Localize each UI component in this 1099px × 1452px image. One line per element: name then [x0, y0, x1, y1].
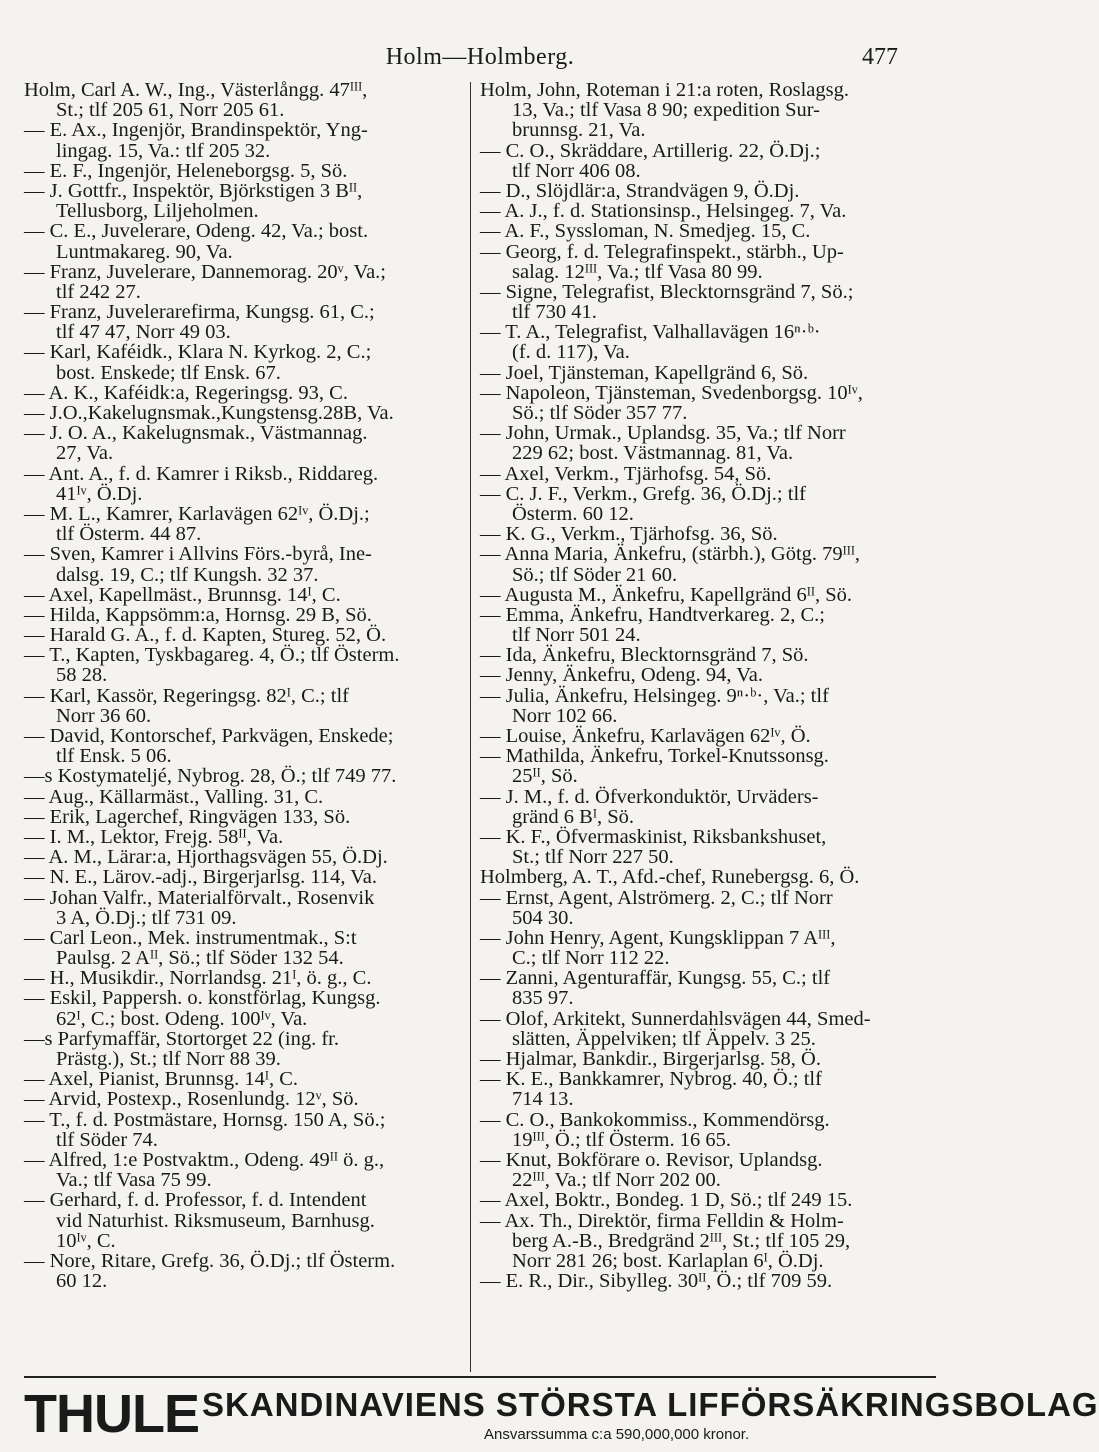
directory-entry-line: — Louise, Änkefru, Karlavägen 62ᴵᵛ, Ö. — [480, 725, 811, 747]
directory-continuation-line: tlf Norr 501 24. — [512, 624, 641, 647]
directory-entry-line: Holm, Carl A. W., Ing., Västerlångg. 47ᴵᴵᴵ, — [24, 79, 368, 101]
directory-continuation-line: tlf 730 41. — [512, 301, 597, 324]
directory-continuation-line: C.; tlf Norr 112 22. — [512, 947, 670, 970]
directory-continuation-line: St.; tlf 205 61, Norr 205 61. — [56, 99, 285, 122]
directory-continuation-line: brunnsg. 21, Va. — [512, 119, 646, 142]
directory-entry-line: — Axel, Kapellmäst., Brunnsg. 14ᴵ, C. — [24, 583, 341, 606]
directory-entry-line: — T. A., Telegrafist, Valhallavägen 16ⁿ·ᵇ· — [480, 321, 821, 344]
directory-continuation-line: St.; tlf Norr 227 50. — [512, 846, 674, 869]
directory-continuation-line: 13, Va.; tlf Vasa 8 90; expedition Sur- — [512, 99, 821, 122]
directory-continuation-line: Luntmakareg. 90, Va. — [56, 240, 233, 263]
directory-entry-line: — Karl, Kaféidk., Klara N. Kyrkog. 2, C.; — [24, 341, 372, 364]
directory-entry-line: — E. R., Dir., Sibylleg. 30ᴵᴵ, Ö.; tlf 709 59. — [480, 1270, 833, 1293]
directory-entry-line: — Axel, Pianist, Brunnsg. 14ᴵ, C. — [24, 1068, 299, 1091]
directory-entry-line: — T., Kapten, Tyskbagareg. 4, Ö.; tlf Österm. — [24, 644, 400, 667]
directory-continuation-line: tlf Söder 74. — [56, 1128, 158, 1151]
column-divider — [470, 82, 471, 1372]
directory-entry-line: — Sven, Kamrer i Allvins Förs.-byrå, Ine- — [24, 543, 372, 566]
directory-entry-line: — J. O. A., Kakelugnsmak., Västmannag. — [24, 422, 368, 445]
directory-continuation-line: 27, Va. — [56, 442, 114, 465]
directory-entry-line: — Georg, f. d. Telegrafinspekt., stärbh., Up- — [480, 240, 844, 263]
directory-entry-line: — Emma, Änkefru, Handtverkareg. 2, C.; — [480, 603, 825, 626]
directory-entry-line: — J. M., f. d. Öfverkonduktör, Urväders- — [480, 785, 819, 808]
directory-continuation-line: 25ᴵᴵ, Sö. — [512, 765, 578, 788]
directory-entry-line: — C. O., Bankokommiss., Kommendörsg. — [480, 1108, 830, 1131]
directory-entry-line: — Harald G. A., f. d. Kapten, Stureg. 52, Ö. — [24, 624, 387, 647]
directory-entry-line: — Carl Leon., Mek. instrumentmak., S:t — [24, 926, 357, 949]
directory-continuation-line: gränd 6 Bᴵ, Sö. — [512, 805, 634, 828]
directory-continuation-line: 10ᴵᵛ, C. — [56, 1229, 116, 1252]
directory-entry-line: — Ax. Th., Direktör, firma Felldin & Holm- — [480, 1209, 844, 1232]
directory-entry-line: — Joel, Tjänsteman, Kapellgränd 6, Sö. — [480, 361, 809, 384]
directory-continuation-line: 229 62; bost. Västmannag. 81, Va. — [512, 442, 794, 465]
directory-entry-line: — Arvid, Postexp., Rosenlundg. 12ᵛ, Sö. — [24, 1088, 359, 1111]
directory-continuation-line: vid Naturhist. Riksmuseum, Barnhusg. — [56, 1209, 375, 1232]
directory-continuation-line: Paulsg. 2 Aᴵᴵ, Sö.; tlf Söder 132 54. — [56, 947, 344, 970]
directory-continuation-line: 19ᴵᴵᴵ, Ö.; tlf Österm. 16 65. — [512, 1128, 731, 1151]
directory-continuation-line: Sö.; tlf Söder 21 60. — [512, 563, 678, 586]
directory-continuation-line: tlf Norr 406 08. — [512, 159, 641, 182]
thule-logo: THULE — [24, 1384, 199, 1444]
directory-entry-line: — Alfred, 1:e Postvaktm., Odeng. 49ᴵᴵ ö. g., — [24, 1148, 385, 1171]
directory-continuation-line: Va.; tlf Vasa 75 99. — [56, 1169, 212, 1192]
directory-entry-line: — T., f. d. Postmästare, Hornsg. 150 A, Sö.; — [24, 1108, 386, 1131]
directory-continuation-line: slätten, Äppelviken; tlf Äppelv. 3 25. — [512, 1027, 816, 1050]
directory-entry-line: — Aug., Källarmäst., Valling. 31, C. — [24, 785, 324, 808]
directory-entry-line: — A. K., Kaféidk:a, Regeringsg. 93, C. — [24, 381, 348, 404]
directory-entry-line: — Julia, Änkefru, Helsingeg. 9ⁿ·ᵇ·, Va.; tlf — [480, 684, 829, 707]
directory-entry-line: — Zanni, Agenturaffär, Kungsg. 55, C.; tlf — [480, 967, 831, 990]
advertisement — [24, 1384, 1099, 1444]
directory-entry-line: —s Kostymateljé, Nybrog. 28, Ö.; tlf 749 77. — [24, 765, 397, 788]
directory-continuation-line: 714 13. — [512, 1088, 574, 1111]
directory-continuation-line: bost. Enskede; tlf Ensk. 67. — [56, 361, 281, 384]
directory-entry-line: — John, Urmak., Uplandsg. 35, Va.; tlf Norr — [480, 422, 846, 445]
directory-entry-line: — Ida, Änkefru, Blecktornsgränd 7, Sö. — [480, 644, 809, 667]
directory-entry-line: — Augusta M., Änkefru, Kapellgränd 6ᴵᴵ, Sö. — [480, 583, 853, 606]
directory-entry-line: — D., Slöjdlär:a, Strandvägen 9, Ö.Dj. — [480, 179, 800, 202]
directory-entry-line: — John Henry, Agent, Kungsklippan 7 Aᴵᴵᴵ, — [480, 926, 836, 949]
directory-entry-line: — Signe, Telegrafist, Blecktornsgränd 7, Sö.; — [480, 280, 854, 303]
directory-continuation-line: Norr 102 66. — [512, 704, 618, 727]
directory-entry-line: — David, Kontorschef, Parkvägen, Enskede; — [24, 725, 394, 747]
directory-entry-line: — K. E., Bankkamrer, Nybrog. 40, Ö.; tlf — [480, 1068, 822, 1091]
directory-entry-line: — Gerhard, f. d. Professor, f. d. Intendent — [24, 1189, 367, 1212]
directory-entry-line: — Nore, Ritare, Grefg. 36, Ö.Dj.; tlf Österm. — [24, 1249, 396, 1272]
directory-entry-line: Holmberg, A. T., Afd.-chef, Runebergsg. 6, Ö. — [480, 866, 860, 889]
directory-entry-line: — H., Musikdir., Norrlandsg. 21ᴵ, ö. g., C. — [24, 967, 372, 990]
directory-continuation-line: salag. 12ᴵᴵᴵ, Va.; tlf Vasa 80 99. — [512, 260, 763, 283]
directory-continuation-line: dalsg. 19, C.; tlf Kungsh. 32 37. — [56, 563, 319, 586]
directory-entry-line: — E. F., Ingenjör, Heleneborgsg. 5, Sö. — [24, 159, 348, 182]
directory-continuation-line: Sö.; tlf Söder 357 77. — [512, 402, 688, 424]
directory-continuation-line: (f. d. 117), Va. — [512, 341, 630, 364]
directory-entry-line: — E. Ax., Ingenjör, Brandinspektör, Yng- — [24, 119, 368, 142]
left-column — [24, 80, 468, 1291]
directory-continuation-line: 62ᴵ, C.; bost. Odeng. 100ᴵᵛ, Va. — [56, 1007, 308, 1030]
directory-entry-line: — A. J., f. d. Stationsinsp., Helsingeg. 7, Va. — [480, 200, 847, 223]
directory-entry-line: — Napoleon, Tjänsteman, Svedenborgsg. 10ᴵᵛ, — [480, 381, 863, 404]
directory-entry-line: — C. O., Skräddare, Artillerig. 22, Ö.Dj.; — [480, 139, 821, 162]
directory-continuation-line: tlf 242 27. — [56, 280, 141, 303]
directory-continuation-line: berg A.-B., Bredgränd 2ᴵᴵᴵ, St.; tlf 105 29, — [512, 1229, 851, 1252]
directory-entry-line: Holm, John, Roteman i 21:a roten, Roslagsg. — [480, 79, 849, 101]
directory-entry-line: — A. M., Lärar:a, Hjorthagsvägen 55, Ö.Dj. — [24, 846, 388, 869]
directory-continuation-line: 3 A, Ö.Dj.; tlf 731 09. — [56, 906, 237, 929]
directory-continuation-line: Prästg.), St.; tlf Norr 88 39. — [56, 1048, 281, 1070]
directory-continuation-line: tlf 47 47, Norr 49 03. — [56, 321, 231, 344]
directory-continuation-line: lingag. 15, Va.: tlf 205 32. — [56, 139, 271, 162]
page-number: 477 — [862, 44, 898, 70]
directory-entry-line: — I. M., Lektor, Frejg. 58ᴵᴵ, Va. — [24, 825, 284, 848]
directory-entry-line: — Axel, Verkm., Tjärhofsg. 54, Sö. — [480, 462, 772, 485]
directory-continuation-line: 60 12. — [56, 1270, 108, 1293]
directory-entry-line: — Hilda, Kappsömm:a, Hornsg. 29 B, Sö. — [24, 603, 372, 626]
directory-entry-line: — Hjalmar, Bankdir., Birgerjarlsg. 58, Ö. — [480, 1048, 821, 1070]
directory-entry-line: — Erik, Lagerchef, Ringvägen 133, Sö. — [24, 805, 351, 828]
advert-subline: Ansvarssumma c:a 590,000,000 kronor. — [484, 1426, 750, 1443]
directory-entry-line: — Jenny, Änkefru, Odeng. 94, Va. — [480, 664, 763, 687]
directory-continuation-line: 504 30. — [512, 906, 574, 929]
directory-entry-line: — J. Gottfr., Inspektör, Björkstigen 3 Bᴵᴵ, — [24, 179, 363, 202]
directory-continuation-line: Österm. 60 12. — [512, 502, 634, 525]
advert-headline: SKANDINAVIENS STÖRSTA LIFFÖRSÄKRINGSBOLAG — [202, 1386, 1099, 1423]
directory-entry-line: — Olof, Arkitekt, Sunnerdahlsvägen 44, Smed- — [480, 1007, 871, 1030]
directory-entry-line: — Karl, Kassör, Regeringsg. 82ᴵ, C.; tlf — [24, 684, 349, 707]
directory-entry-line: — K. F., Öfvermaskinist, Riksbankshuset, — [480, 825, 827, 848]
directory-entry-line: — Knut, Bokförare o. Revisor, Uplandsg. — [480, 1148, 823, 1171]
directory-entry-line: — Franz, Juvelerarefirma, Kungsg. 61, C.; — [24, 301, 375, 324]
directory-entry-line: — Johan Valfr., Materialförvalt., Rosenvik — [24, 886, 375, 909]
directory-continuation-line: Norr 36 60. — [56, 704, 152, 727]
directory-entry-line: — Eskil, Pappersh. o. konstförlag, Kungsg. — [24, 987, 381, 1010]
directory-entry-line: — M. L., Kamrer, Karlavägen 62ᴵᵛ, Ö.Dj.; — [24, 502, 370, 525]
directory-entry-line: — J.O.,Kakelugnsmak.,Kungstensg.28B, Va. — [24, 402, 394, 424]
directory-continuation-line: 41ᴵᵛ, Ö.Dj. — [56, 482, 143, 505]
directory-continuation-line: tlf Ensk. 5 06. — [56, 745, 172, 768]
directory-continuation-line: Norr 281 26; bost. Karlaplan 6ᴵ, Ö.Dj. — [512, 1249, 824, 1272]
directory-entry-line: — Mathilda, Änkefru, Torkel-Knutssonsg. — [480, 745, 829, 768]
page-title: Holm—Holmberg. — [385, 44, 575, 70]
directory-entry-line: — Axel, Boktr., Bondeg. 1 D, Sö.; tlf 249 15. — [480, 1189, 853, 1212]
directory-entry-line: — Ernst, Agent, Alströmerg. 2, C.; tlf Norr — [480, 886, 833, 909]
directory-entry-line: — N. E., Lärov.-adj., Birgerjarlsg. 114, Va. — [24, 866, 377, 889]
directory-continuation-line: 22ᴵᴵᴵ, Va.; tlf Norr 202 00. — [512, 1169, 721, 1192]
directory-entry-line: — C. E., Juvelerare, Odeng. 42, Va.; bost. — [24, 220, 369, 243]
right-column — [480, 80, 920, 1291]
directory-continuation-line: tlf Österm. 44 87. — [56, 523, 202, 546]
directory-continuation-line: 835 97. — [512, 987, 574, 1010]
advert-rule — [24, 1376, 936, 1378]
directory-entry-line: — A. F., Syssloman, N. Smedjeg. 15, C. — [480, 220, 811, 243]
directory-entry-line: —s Parfymaffär, Stortorget 22 (ing. fr. — [24, 1027, 339, 1050]
directory-entry-line: — Franz, Juvelerare, Dannemorag. 20ᵛ, Va.; — [24, 260, 387, 283]
directory-continuation-line: 58 28. — [56, 664, 108, 687]
directory-entry-line: — Ant. A., f. d. Kamrer i Riksb., Riddareg. — [24, 462, 379, 485]
directory-entry-line: — Anna Maria, Änkefru, (stärbh.), Götg. 79ᴵᴵᴵ, — [480, 543, 861, 566]
directory-entry-line: — C. J. F., Verkm., Grefg. 36, Ö.Dj.; tlf — [480, 482, 806, 505]
directory-continuation-line: Tellusborg, Liljeholmen. — [56, 200, 259, 223]
directory-entry-line: — K. G., Verkm., Tjärhofsg. 36, Sö. — [480, 523, 778, 546]
